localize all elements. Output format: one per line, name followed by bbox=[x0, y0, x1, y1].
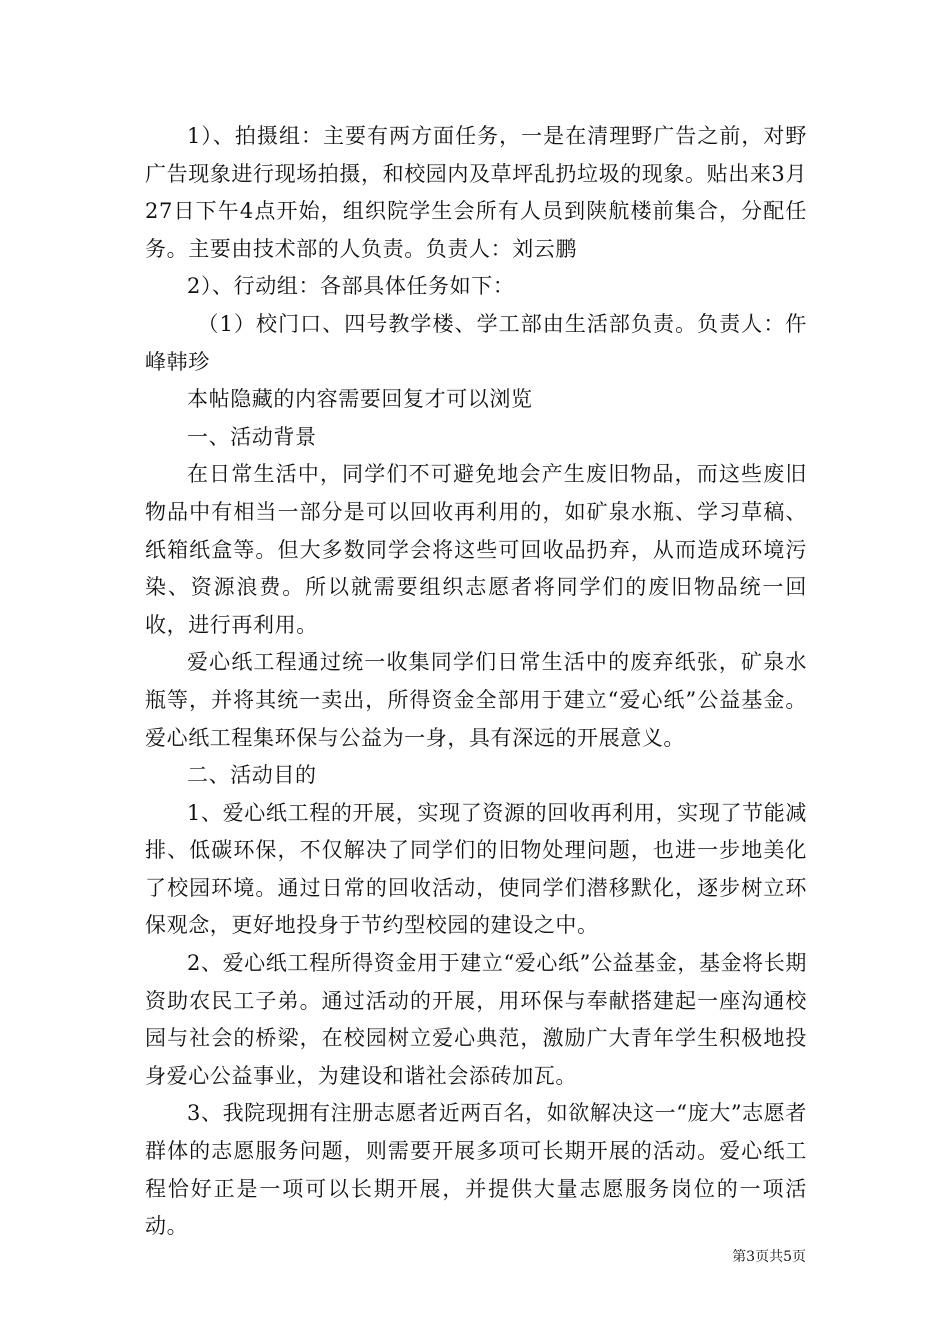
paragraph-purpose-2: 2、爱心纸工程所得资金用于建立“爱心纸”公益基金，基金将长期资助农民工子弟。通过活动的开展，用环保与奉献搭建起一座沟通校园与社会的桥梁，在校园树立爱心典范，激励广大青年学生积极地投身爱心公益事业，为建设和谐社会添砖加瓦。 bbox=[145, 951, 807, 1088]
page-number: 第3页共5页 bbox=[732, 1249, 806, 1265]
paragraph-background-body: 在日常生活中，同学们不可避免地会产生废旧物品，而这些废旧物品中有相当一部分是可以回收再利用的，如矿泉水瓶、学习草稿、纸箱纸盒等。但大多数同学会将这些可回收品扔弃，从而造成环境污染、资源浪费。所以就需要组织志愿者将同学们的废旧物品统一回收，进行再利用。 bbox=[145, 462, 807, 637]
heading-activity-background: 一、活动背景 bbox=[187, 424, 317, 449]
paragraph-photo-group: 1）、拍摄组：主要有两方面任务，一是在清理野广告之前，对野广告现象进行现场拍摄，和校园内及草坪乱扔垃圾的现象。贴出来3月27日下午4点开始，组织院学生会所有人员到陕航楼前集合，分配任务。主要由技术部的人负责。负责人：刘云鹏 bbox=[145, 124, 807, 261]
document-body bbox=[145, 118, 807, 1246]
paragraph-love-paper-project: 爱心纸工程通过统一收集同学们日常生活中的废弃纸张，矿泉水瓶等，并将其统一卖出，所得资金全部用于建立“爱心纸”公益基金。爱心纸工程集环保与公益为一身，具有深远的开展意义。 bbox=[145, 650, 807, 750]
heading-activity-purpose: 二、活动目的 bbox=[187, 763, 317, 788]
paragraph-action-group: 2）、行动组：各部具体任务如下： bbox=[187, 274, 515, 299]
paragraph-hidden-content-note: 本帖隐藏的内容需要回复才可以浏览 bbox=[187, 387, 533, 412]
paragraph-purpose-1: 1、爱心纸工程的开展，实现了资源的回收再利用，实现了节能减排、低碳环保，不仅解决了同学们的旧物处理问题，也进一步地美化了校园环境。通过日常的回收活动，使同学们潜移默化，逐步树立环保观念，更好地投身于节约型校园的建设之中。 bbox=[145, 800, 807, 938]
paragraph-gate-assignment: （1）校门口、四号教学楼、学工部由生活部负责。负责人：仵峰韩珍 bbox=[145, 311, 807, 374]
paragraph-purpose-3: 3、我院现拥有注册志愿者近两百名，如欲解决这一“庞大”志愿者群体的志愿服务问题，则需要开展多项可长期开展的活动。爱心纸工程恰好正是一项可以长期开展，并提供大量志愿服务岗位的一项活动。 bbox=[145, 1101, 807, 1239]
